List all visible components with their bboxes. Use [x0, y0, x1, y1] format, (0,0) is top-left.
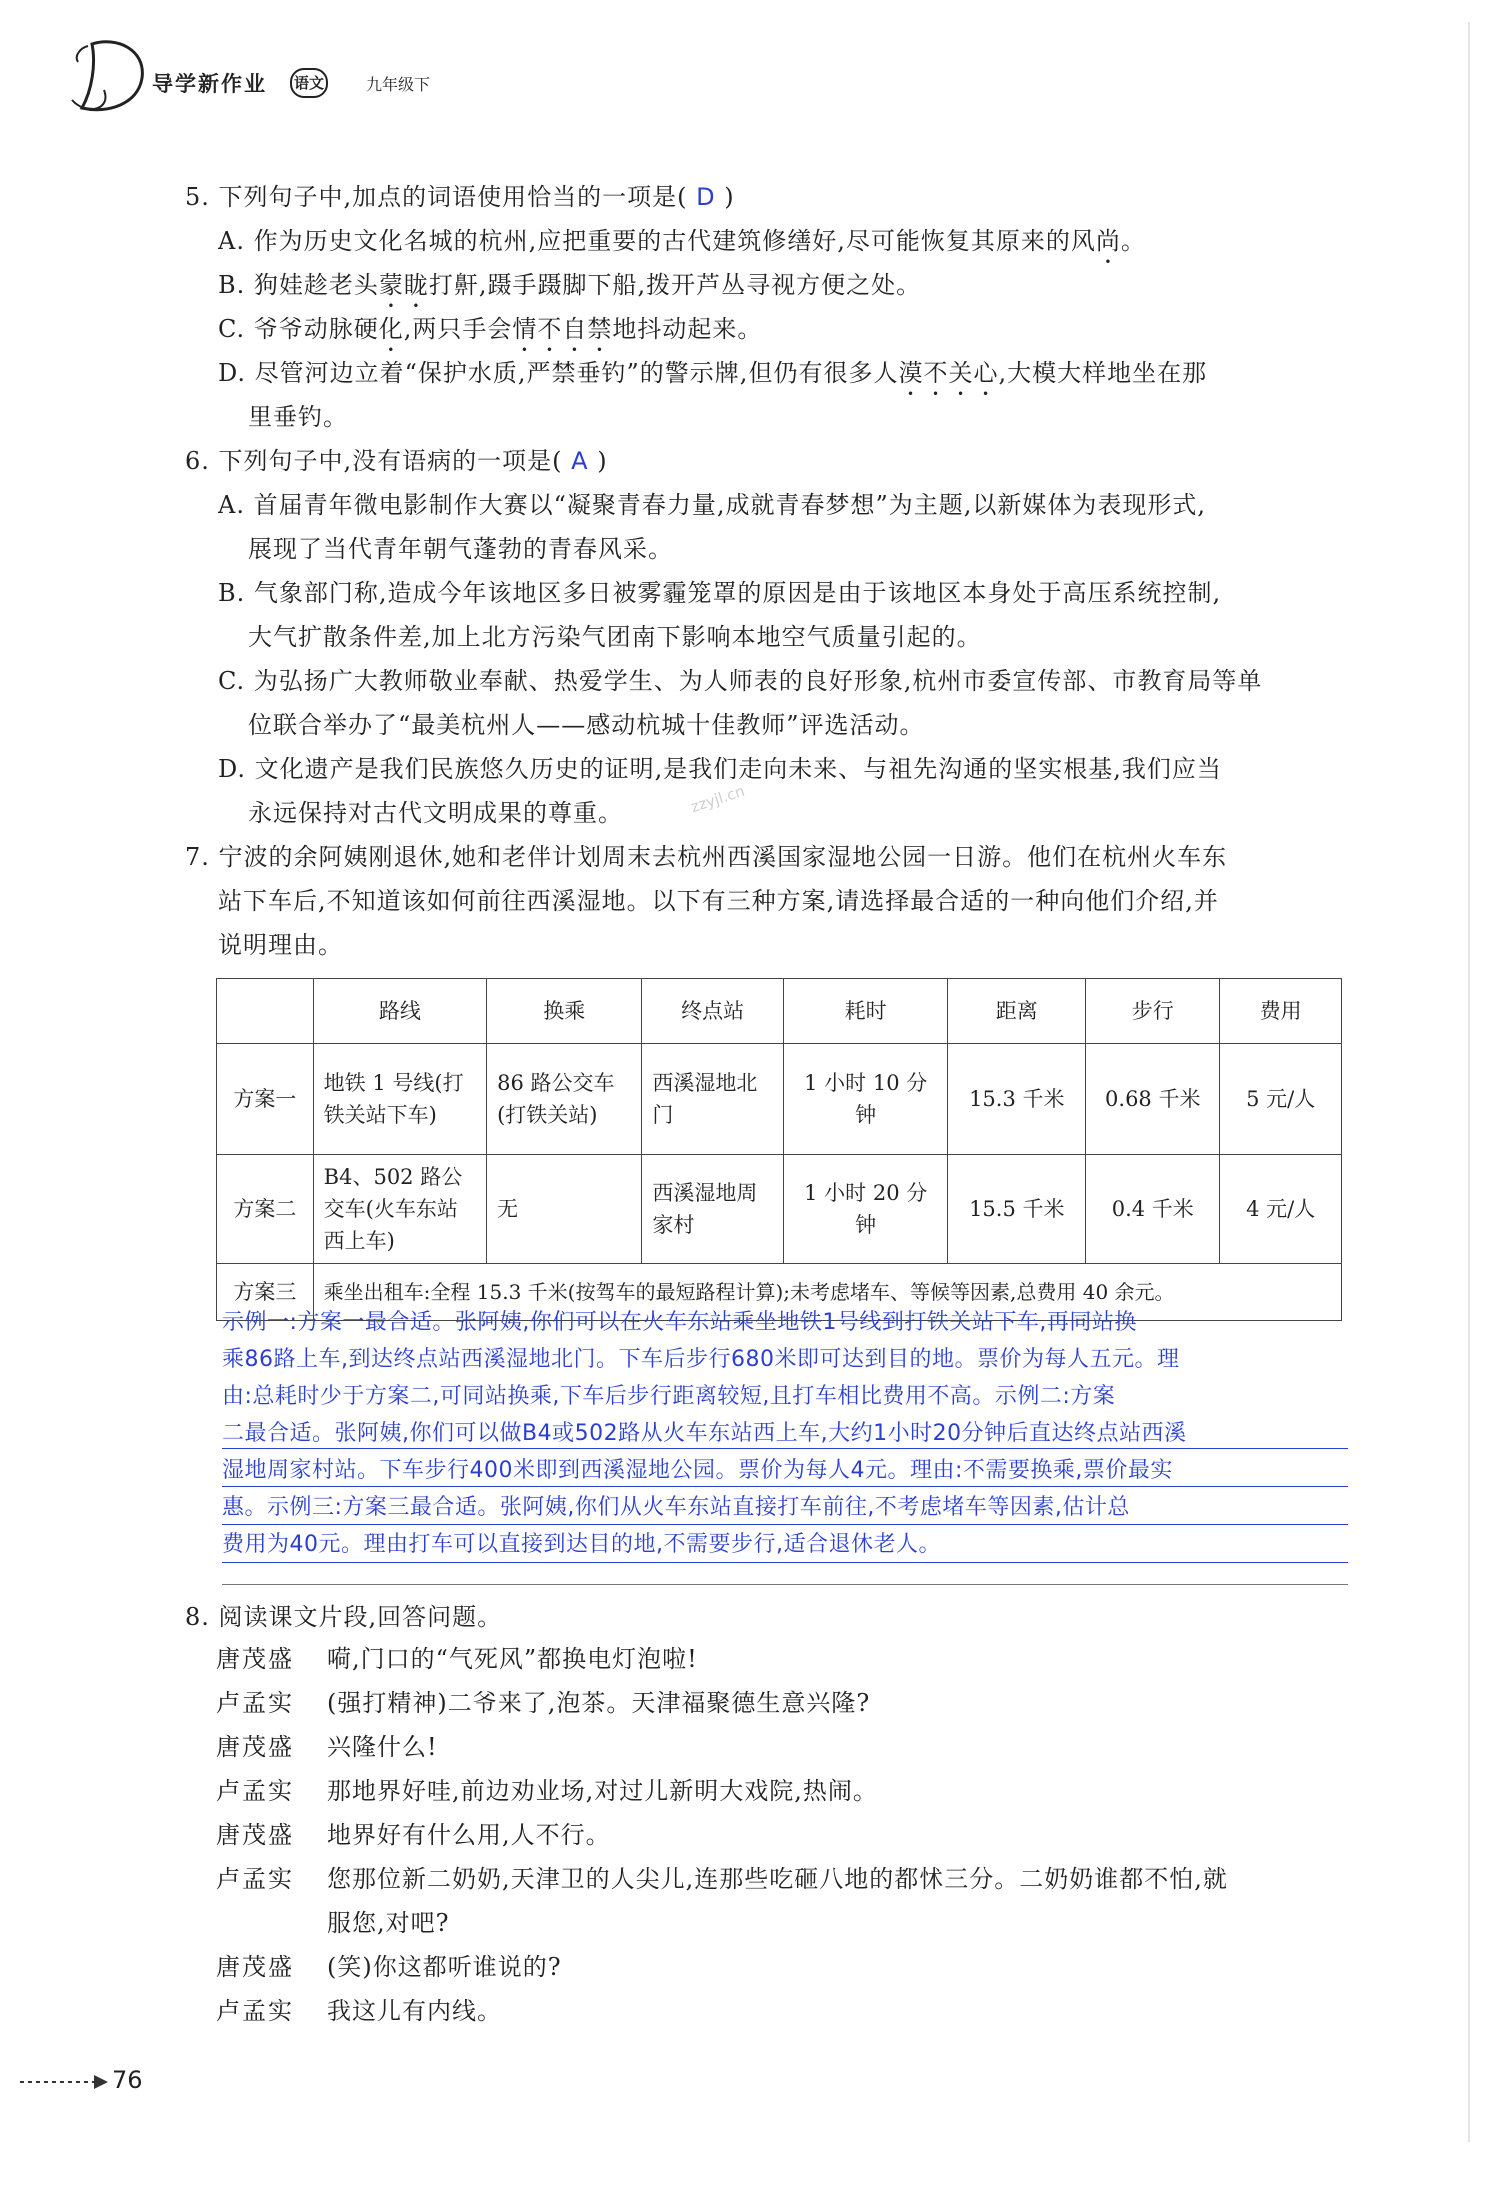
table-cell: 地铁 1 号线(打铁关站下车)	[313, 1044, 486, 1155]
table-cell: 15.3 千米	[948, 1044, 1086, 1155]
dialogue-line: (强打精神)二爷来了,泡茶。天津福聚德生意兴隆?	[327, 1689, 871, 1717]
page-arrow-icon	[20, 2072, 110, 2092]
dialogue-speaker: 唐茂盛	[216, 1733, 294, 1761]
table-cell: 方案二	[217, 1155, 314, 1264]
q6-option-d-cont: 永远保持对古代文明成果的尊重。	[248, 799, 623, 827]
q7-line3: 说明理由。	[218, 931, 343, 959]
table-cell: 5 元/人	[1220, 1044, 1342, 1155]
answer-line: 费用为40元。理由打车可以直接到达目的地,不需要步行,适合退休老人。	[222, 1532, 941, 1557]
q5-answer: D	[696, 183, 716, 211]
table-cell: 1 小时 10 分钟	[783, 1044, 947, 1155]
table-header-cell: 步行	[1086, 979, 1220, 1044]
subject-seal: 语文	[290, 68, 328, 98]
page-edge-divider	[1468, 22, 1470, 2142]
answer-line: 二最合适。张阿姨,你们可以做B4或502路从火车东站西上车,大约1小时20分钟后直达终点站西溪	[222, 1421, 1187, 1446]
logo-d-icon	[62, 30, 152, 120]
dialogue-speaker: 唐茂盛	[216, 1953, 294, 1981]
table-cell: 0.4 千米	[1086, 1155, 1220, 1264]
answer-line: 由:总耗时少于方案二,可同站换乘,下车后步行距离较短,且打车相比费用不高。示例二:方案	[222, 1384, 1116, 1409]
table-header-cell: 距离	[948, 979, 1086, 1044]
table-row	[217, 1044, 1342, 1155]
dialogue-speaker: 卢孟实	[216, 1777, 294, 1805]
q5-option-d-cont: 里垂钓。	[248, 403, 348, 431]
table-cell: 乘坐出租车:全程 15.3 千米(按驾车的最短路程计算);未考虑堵车、等候等因素,总费用 40 余元。	[313, 1264, 1341, 1321]
table-header-cell: 耗时	[783, 979, 947, 1044]
answer-underline	[222, 1486, 1348, 1487]
answer-line: 惠。示例三:方案三最合适。张阿姨,你们从火车东站直接打车前往,不考虑堵车等因素,估计总	[222, 1495, 1130, 1520]
answer-underline	[222, 1562, 1348, 1563]
table-cell: 0.68 千米	[1086, 1044, 1220, 1155]
q5-option-b: B. 狗娃趁老头蒙眬打鼾,蹑手蹑脚下船,拨开芦丛寻视方便之处。	[218, 271, 922, 299]
answer-rule	[222, 1584, 1348, 1585]
answer-line: 示例一:方案一最合适。张阿姨,你们可以在火车东站乘坐地铁1号线到打铁关站下车,再同站换	[222, 1310, 1137, 1335]
table-cell: 方案一	[217, 1044, 314, 1155]
answer-underline	[222, 1448, 1348, 1449]
route-plan-table	[216, 978, 1342, 1321]
dialogue-speaker: 卢孟实	[216, 1865, 294, 1893]
grade-label: 九年级下	[366, 75, 431, 94]
table-cell: 1 小时 20 分钟	[783, 1155, 947, 1264]
dialogue-line: 那地界好哇,前边劝业场,对过儿新明大戏院,热闹。	[327, 1777, 878, 1805]
table-row	[217, 1155, 1342, 1264]
q6-option-c: C. 为弘扬广大教师敬业奉献、热爱学生、为人师表的良好形象,杭州市委宣传部、市教育局等单	[218, 667, 1263, 695]
q5-option-a: A. 作为历史文化名城的杭州,应把重要的古代建筑修缮好,尽可能恢复其原来的风尚。	[218, 227, 1146, 255]
table-cell: 无	[487, 1155, 642, 1264]
q6-option-c-cont: 位联合举办了“最美杭州人——感动杭城十佳教师”评选活动。	[248, 711, 925, 739]
dialogue-line: 我这儿有内线。	[327, 1997, 502, 2025]
dialogue-speaker: 卢孟实	[216, 1689, 294, 1717]
table-cell: 15.5 千米	[948, 1155, 1086, 1264]
dialogue-line: 地界好有什么用,人不行。	[327, 1821, 611, 1849]
dialogue-line: 服您,对吧?	[327, 1909, 450, 1937]
dialogue-speaker: 唐茂盛	[216, 1645, 294, 1673]
watermark: zzyjl.cn	[688, 781, 747, 817]
table-cell: B4、502 路公交车(火车东站西上车)	[313, 1155, 486, 1264]
table-cell: 86 路公交车(打铁关站)	[487, 1044, 642, 1155]
table-cell: 西溪湿地北门	[642, 1044, 784, 1155]
dialogue-line: 您那位新二奶奶,天津卫的人尖儿,连那些吃砸八地的都怵三分。二奶奶谁都不怕,就	[327, 1865, 1228, 1893]
q6-option-b-cont: 大气扩散条件差,加上北方污染气团南下影响本地空气质量引起的。	[248, 623, 982, 651]
q5-option-c: C. 爷爷动脉硬化,两只手会情不自禁地抖动起来。	[218, 315, 763, 343]
answer-line: 湿地周家村站。下车步行400米即到西溪湿地公园。票价为每人4元。理由:不需要换乘,票价最实	[222, 1458, 1173, 1483]
dialogue-speaker: 唐茂盛	[216, 1821, 294, 1849]
header-title: 导学新作业	[152, 72, 267, 96]
q7-line2: 站下车后,不知道该如何前往西溪湿地。以下有三种方案,请选择最合适的一种向他们介绍,并	[218, 887, 1219, 915]
table-cell: 方案三	[217, 1264, 314, 1321]
q6-answer: A	[571, 447, 589, 475]
dialogue-line: 兴隆什么!	[327, 1733, 438, 1761]
dialogue-line: (笑)你这都听谁说的?	[327, 1953, 562, 1981]
answer-line: 乘86路上车,到达终点站西溪湿地北门。下车后步行680米即可达到目的地。票价为每人五元。理	[222, 1347, 1180, 1372]
table-header-cell: 路线	[313, 979, 486, 1044]
q6-option-b: B. 气象部门称,造成今年该地区多日被雾霾笼罩的原因是由于该地区本身处于高压系统控制,	[218, 579, 1222, 607]
q8-stem: 8. 阅读课文片段,回答问题。	[185, 1603, 503, 1631]
dialogue-speaker: 卢孟实	[216, 1997, 294, 2025]
q6-stem: 6. 下列句子中,没有语病的一项是( A )	[185, 447, 608, 475]
q5-option-d: D. 尽管河边立着“保护水质,严禁垂钓”的警示牌,但仍有很多人漠不关心,大模大样地坐在那	[218, 359, 1208, 387]
answer-underline	[222, 1524, 1348, 1525]
table-header-cell: 换乘	[487, 979, 642, 1044]
q7-line1: 7. 宁波的余阿姨刚退休,她和老伴计划周末去杭州西溪国家湿地公园一日游。他们在杭州火车东	[185, 843, 1228, 871]
table-cell: 4 元/人	[1220, 1155, 1342, 1264]
table-cell: 西溪湿地周家村	[642, 1155, 784, 1264]
q6-option-a: A. 首届青年微电影制作大赛以“凝聚青春力量,成就青春梦想”为主题,以新媒体为表现形式,	[218, 491, 1207, 519]
q5-stem: 5. 下列句子中,加点的词语使用恰当的一项是( D )	[185, 183, 735, 211]
page-number: 76	[112, 2066, 143, 2094]
q6-option-d: D. 文化遗产是我们民族悠久历史的证明,是我们走向未来、与祖先沟通的坚实根基,我们应当	[218, 755, 1222, 783]
q6-option-a-cont: 展现了当代青年朝气蓬勃的青春风采。	[248, 535, 673, 563]
dialogue-line: 嗬,门口的“气死风”都换电灯泡啦!	[327, 1645, 698, 1673]
table-header-row	[217, 979, 1342, 1044]
table-header-cell: 终点站	[642, 979, 784, 1044]
table-header-cell: 费用	[1220, 979, 1342, 1044]
table-header-cell	[217, 979, 314, 1044]
